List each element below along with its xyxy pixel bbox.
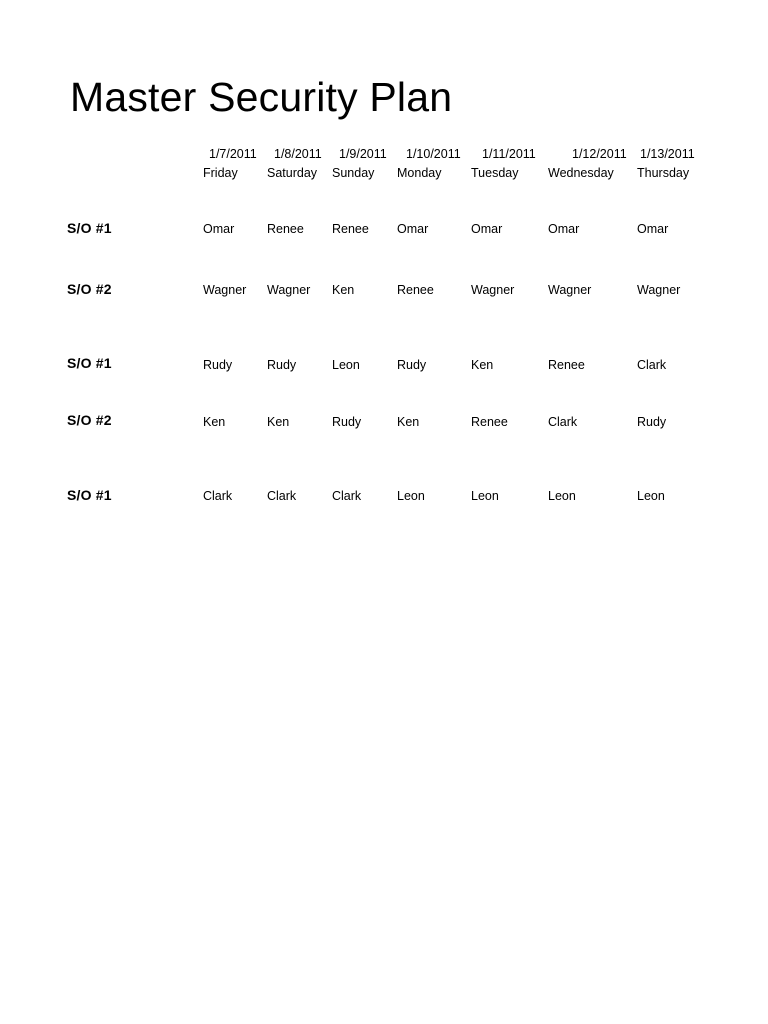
header-date-sunday: 1/9/2011 [339, 147, 387, 161]
schedule-cell: Leon [637, 489, 665, 503]
header-date-tuesday: 1/11/2011 [482, 147, 536, 161]
schedule-cell: Renee [267, 222, 304, 236]
schedule-cell: Leon [332, 358, 360, 372]
header-day-saturday: Saturday [267, 166, 318, 180]
schedule-cell: Rudy [637, 415, 667, 429]
schedule-cell: Renee [548, 358, 585, 372]
schedule-cell: Clark [637, 358, 667, 372]
schedule-cell: Rudy [332, 415, 362, 429]
header-day-friday: Friday [203, 166, 238, 180]
schedule-cell: Leon [548, 489, 576, 503]
schedule-cell: Ken [397, 415, 420, 429]
schedule-cell: Wagner [267, 283, 311, 297]
schedule-cell: Wagner [637, 283, 681, 297]
schedule-cell: Rudy [397, 358, 427, 372]
header-day-sunday: Sunday [332, 166, 375, 180]
header-day-tuesday: Tuesday [471, 166, 519, 180]
header-day-wednesday: Wednesday [548, 166, 614, 180]
header-date-friday: 1/7/2011 [209, 147, 257, 161]
schedule-cell: Ken [267, 415, 290, 429]
header-date-saturday: 1/8/2011 [274, 147, 322, 161]
header-date-monday: 1/10/2011 [406, 147, 461, 161]
schedule-cell: Leon [471, 489, 499, 503]
schedule-cell: Ken [332, 283, 355, 297]
schedule-cell: Wagner [548, 283, 592, 297]
row-label: S/O #1 [67, 487, 112, 503]
header-date-wednesday: 1/12/2011 [572, 147, 627, 161]
schedule-cell: Renee [332, 222, 369, 236]
schedule-cell: Omar [637, 222, 669, 236]
schedule-cell: Ken [203, 415, 226, 429]
schedule-cell: Clark [548, 415, 578, 429]
schedule-cell: Renee [471, 415, 508, 429]
schedule-cell: Omar [471, 222, 503, 236]
schedule-cell: Omar [203, 222, 235, 236]
schedule-cell: Ken [471, 358, 494, 372]
schedule-cell: Renee [397, 283, 434, 297]
header-date-thursday: 1/13/2011 [640, 147, 695, 161]
header-day-monday: Monday [397, 166, 442, 180]
schedule-cell: Wagner [203, 283, 247, 297]
schedule-cell: Rudy [203, 358, 233, 372]
schedule-cell: Omar [548, 222, 580, 236]
row-label: S/O #2 [67, 281, 112, 297]
schedule-cell: Wagner [471, 283, 515, 297]
schedule-cell: Omar [397, 222, 429, 236]
schedule-cell: Rudy [267, 358, 297, 372]
schedule-cell: Leon [397, 489, 425, 503]
page-title: Master Security Plan [70, 74, 453, 120]
header-day-thursday: Thursday [637, 166, 690, 180]
schedule-cell: Clark [267, 489, 297, 503]
schedule-cell: Clark [332, 489, 362, 503]
row-label: S/O #2 [67, 412, 112, 428]
row-label: S/O #1 [67, 220, 112, 236]
schedule-cell: Clark [203, 489, 233, 503]
row-label: S/O #1 [67, 355, 112, 371]
